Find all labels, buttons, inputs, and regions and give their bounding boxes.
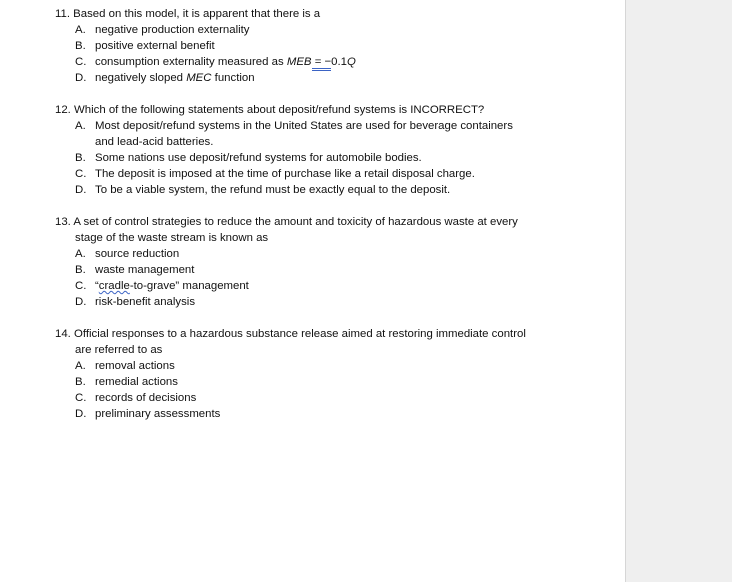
option-letter: A. — [75, 120, 86, 132]
option-d — [55, 70, 615, 86]
option-c — [55, 278, 615, 294]
formula-variable-meb: MEB — [286, 56, 312, 68]
option-text: waste management — [95, 264, 195, 276]
option-letter: D. — [75, 296, 87, 308]
question-13-stem-continuation: stage of the waste stream is known as — [75, 232, 269, 244]
option-d — [55, 406, 615, 422]
option-text-suffix: -to-grave” management — [129, 280, 249, 292]
option-text-prefix: negatively sloped — [95, 72, 187, 84]
option-b — [55, 38, 615, 54]
document-side-gutter — [626, 0, 732, 582]
formula-variable-q: Q — [347, 56, 356, 68]
option-b — [55, 262, 615, 278]
option-text: source reduction — [95, 248, 180, 260]
option-letter: B. — [75, 40, 86, 52]
option-letter: D. — [75, 72, 87, 84]
question-13 — [55, 214, 615, 310]
question-14 — [55, 326, 615, 422]
option-letter: C. — [75, 392, 87, 404]
option-letter: A. — [75, 360, 86, 372]
option-a — [55, 22, 615, 38]
question-text: Which of the following statements about deposit/refund systems is INCORRECT? — [74, 104, 485, 116]
option-a-continuation: and lead-acid batteries. — [95, 136, 214, 148]
option-a — [55, 358, 615, 374]
option-letter: B. — [75, 376, 86, 388]
option-letter: C. — [75, 56, 87, 68]
option-letter: C. — [75, 280, 87, 292]
question-number: 11. — [55, 8, 70, 20]
option-text: removal actions — [95, 360, 175, 372]
option-c — [55, 166, 615, 182]
option-d — [55, 182, 615, 198]
formula-variable-mec: MEC — [186, 72, 212, 84]
question-text: Based on this model, it is apparent that there is a — [73, 8, 321, 20]
option-text: To be a viable system, the refund must be exactly equal to the deposit. — [95, 184, 451, 196]
option-text-suffix: function — [211, 72, 255, 84]
spellcheck-flagged-word[interactable]: cradle — [98, 280, 130, 292]
option-text: negative production externality — [95, 24, 250, 36]
option-text: records of decisions — [95, 392, 197, 404]
option-letter: C. — [75, 168, 87, 180]
question-text: Official responses to a hazardous substance release aimed at restoring immediate control — [74, 328, 526, 340]
question-14-stem — [55, 326, 615, 342]
question-text: A set of control strategies to reduce the amount and toxicity of hazardous waste at every — [73, 216, 518, 228]
option-a — [55, 246, 615, 262]
formula-equals-minus: = − — [312, 56, 332, 71]
option-b — [55, 374, 615, 390]
option-text: positive external benefit — [95, 40, 215, 52]
option-letter: B. — [75, 264, 86, 276]
question-12 — [55, 102, 615, 198]
option-text: preliminary assessments — [95, 408, 221, 420]
question-number: 13. — [55, 216, 71, 228]
option-a — [55, 118, 615, 134]
question-11 — [55, 6, 615, 86]
question-number: 14. — [55, 328, 71, 340]
option-text: Some nations use deposit/refund systems for automobile bodies. — [95, 152, 422, 164]
option-text: Most deposit/refund systems in the United States are used for beverage containers — [95, 120, 513, 132]
option-letter: A. — [75, 248, 86, 260]
question-12-stem — [55, 102, 615, 118]
option-c — [55, 390, 615, 406]
option-text: risk-benefit analysis — [95, 296, 196, 308]
option-b — [55, 150, 615, 166]
question-14-stem-continuation: are referred to as — [75, 344, 163, 356]
option-letter: D. — [75, 184, 87, 196]
option-text-prefix: consumption externality measured as — [95, 56, 287, 68]
option-letter: B. — [75, 152, 86, 164]
option-c — [55, 54, 615, 70]
option-text: remedial actions — [95, 376, 178, 388]
question-11-stem — [55, 6, 615, 22]
option-d — [55, 294, 615, 310]
question-13-stem — [55, 214, 615, 230]
question-number: 12. — [55, 104, 71, 116]
option-text-prefix: “ — [95, 280, 99, 292]
document-content — [55, 6, 615, 438]
option-letter: D. — [75, 408, 87, 420]
option-letter: A. — [75, 24, 86, 36]
formula-coefficient: 0.1 — [331, 56, 348, 68]
option-text: The deposit is imposed at the time of purchase like a retail disposal charge. — [95, 168, 475, 180]
